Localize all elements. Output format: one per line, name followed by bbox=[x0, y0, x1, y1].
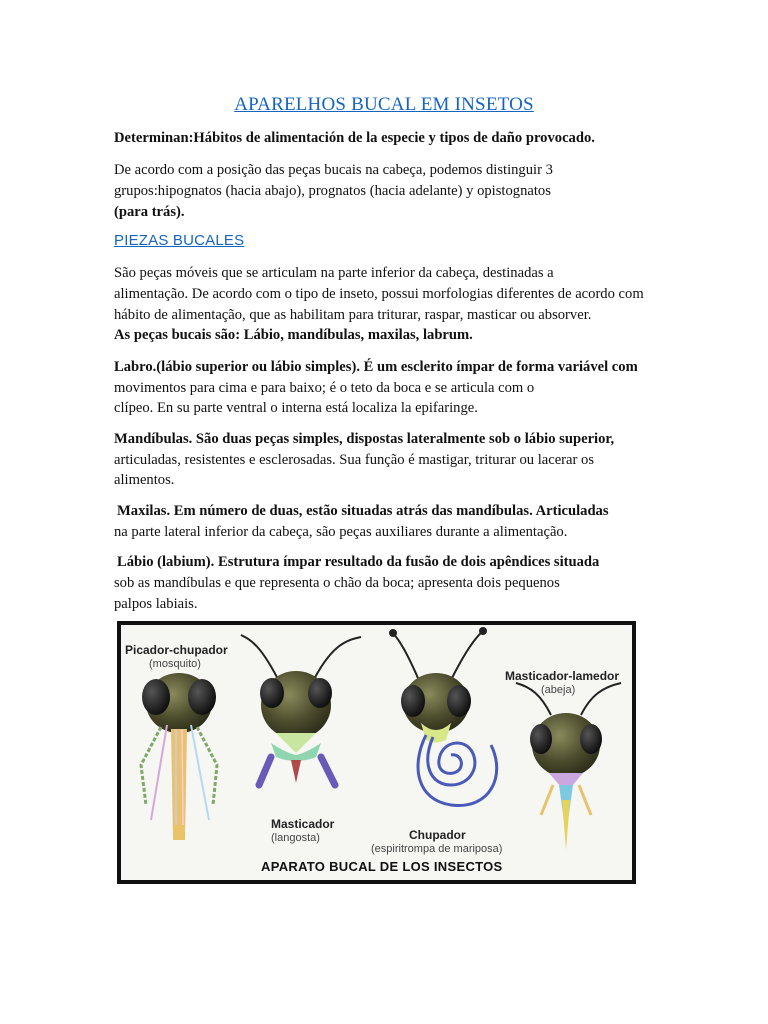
label-masticador-lamedor: Masticador-lamedor bbox=[505, 669, 620, 683]
label-chupador: Chupador bbox=[409, 828, 466, 842]
grasshopper-head-icon bbox=[241, 635, 361, 785]
label-espiritrompa: (espiritrompa de mariposa) bbox=[371, 843, 503, 855]
mosquito-head-icon bbox=[141, 673, 217, 840]
maxilas-line-2: na parte lateral inferior da cabeça, são peças auxiliares durante a alimentação. bbox=[114, 524, 568, 540]
mandibulas-line-3: alimentos. bbox=[114, 472, 175, 488]
mandibulas-line-1: Mandíbulas. São duas peças simples, dispostas lateralmente sob o lábio superior, bbox=[114, 431, 615, 447]
butterfly-head-icon bbox=[389, 627, 497, 805]
mouthparts-paragraph-line-2: alimentação. De acordo com o tipo de inseto, possui morfologias diferentes de acordo com bbox=[114, 286, 644, 302]
figure-caption: APARATO BUCAL DE LOS INSECTOS bbox=[261, 859, 503, 874]
maxilas-line-1: Maxilas. Em número de duas, estão situadas atrás das mandíbulas. Articuladas bbox=[117, 503, 609, 519]
labio-line-2: sob as mandíbulas e que representa o chão da boca; apresenta dois pequenos bbox=[114, 575, 560, 591]
mouthparts-paragraph-line-1: São peças móveis que se articulam na parte inferior da cabeça, destinadas a bbox=[114, 265, 554, 281]
intro-paragraph-line-2: grupos:hipognatos (hacia abajo), prognatos (hacia adelante) y opistognatos bbox=[114, 183, 551, 199]
labro-line-1: Labro.(lábio superior ou lábio simples). É um esclerito ímpar de forma variável com bbox=[114, 359, 638, 375]
intro-paragraph-line-1: De acordo com a posição das peças bucais na cabeça, podemos distinguir 3 bbox=[114, 162, 553, 178]
label-picador-chupador: Picador-chupador bbox=[125, 643, 228, 657]
label-langosta: (langosta) bbox=[271, 832, 320, 844]
mouthparts-figure bbox=[117, 621, 636, 884]
labro-line-2: movimentos para cima e para baixo; é o teto da boca e se articula com o bbox=[114, 380, 535, 396]
mandibulas-line-2: articuladas, resistentes e esclerosadas. Sua função é mastigar, triturar ou lacerar os bbox=[114, 452, 594, 468]
mouthparts-list-line: As peças bucais são: Lábio, mandíbulas, maxilas, labrum. bbox=[114, 327, 473, 343]
labio-line-1: Lábio (labium). Estrutura ímpar resultado da fusão de dois apêndices situada bbox=[117, 554, 600, 570]
label-abeja: (abeja) bbox=[541, 684, 576, 696]
intro-bold-line: Determinan:Hábitos de alimentación de la especie y tipos de daño provocado. bbox=[114, 130, 595, 146]
label-masticador: Masticador bbox=[271, 817, 335, 831]
document-title: APARELHOS BUCAL EM INSETOS bbox=[234, 94, 534, 115]
labro-line-3: clípeo. En su parte ventral o interna está localiza la epifaringe. bbox=[114, 400, 478, 416]
intro-paragraph-line-3: (para trás). bbox=[114, 204, 185, 220]
label-mosquito: (mosquito) bbox=[149, 658, 201, 670]
bee-head-icon bbox=[516, 683, 621, 850]
mouthparts-paragraph-line-3: hábito de alimentação, que as habilitam para triturar, raspar, masticar ou absorver. bbox=[114, 307, 592, 323]
labio-line-3: palpos labiais. bbox=[114, 596, 198, 612]
section-heading-link[interactable]: PIEZAS BUCALES bbox=[114, 232, 245, 249]
